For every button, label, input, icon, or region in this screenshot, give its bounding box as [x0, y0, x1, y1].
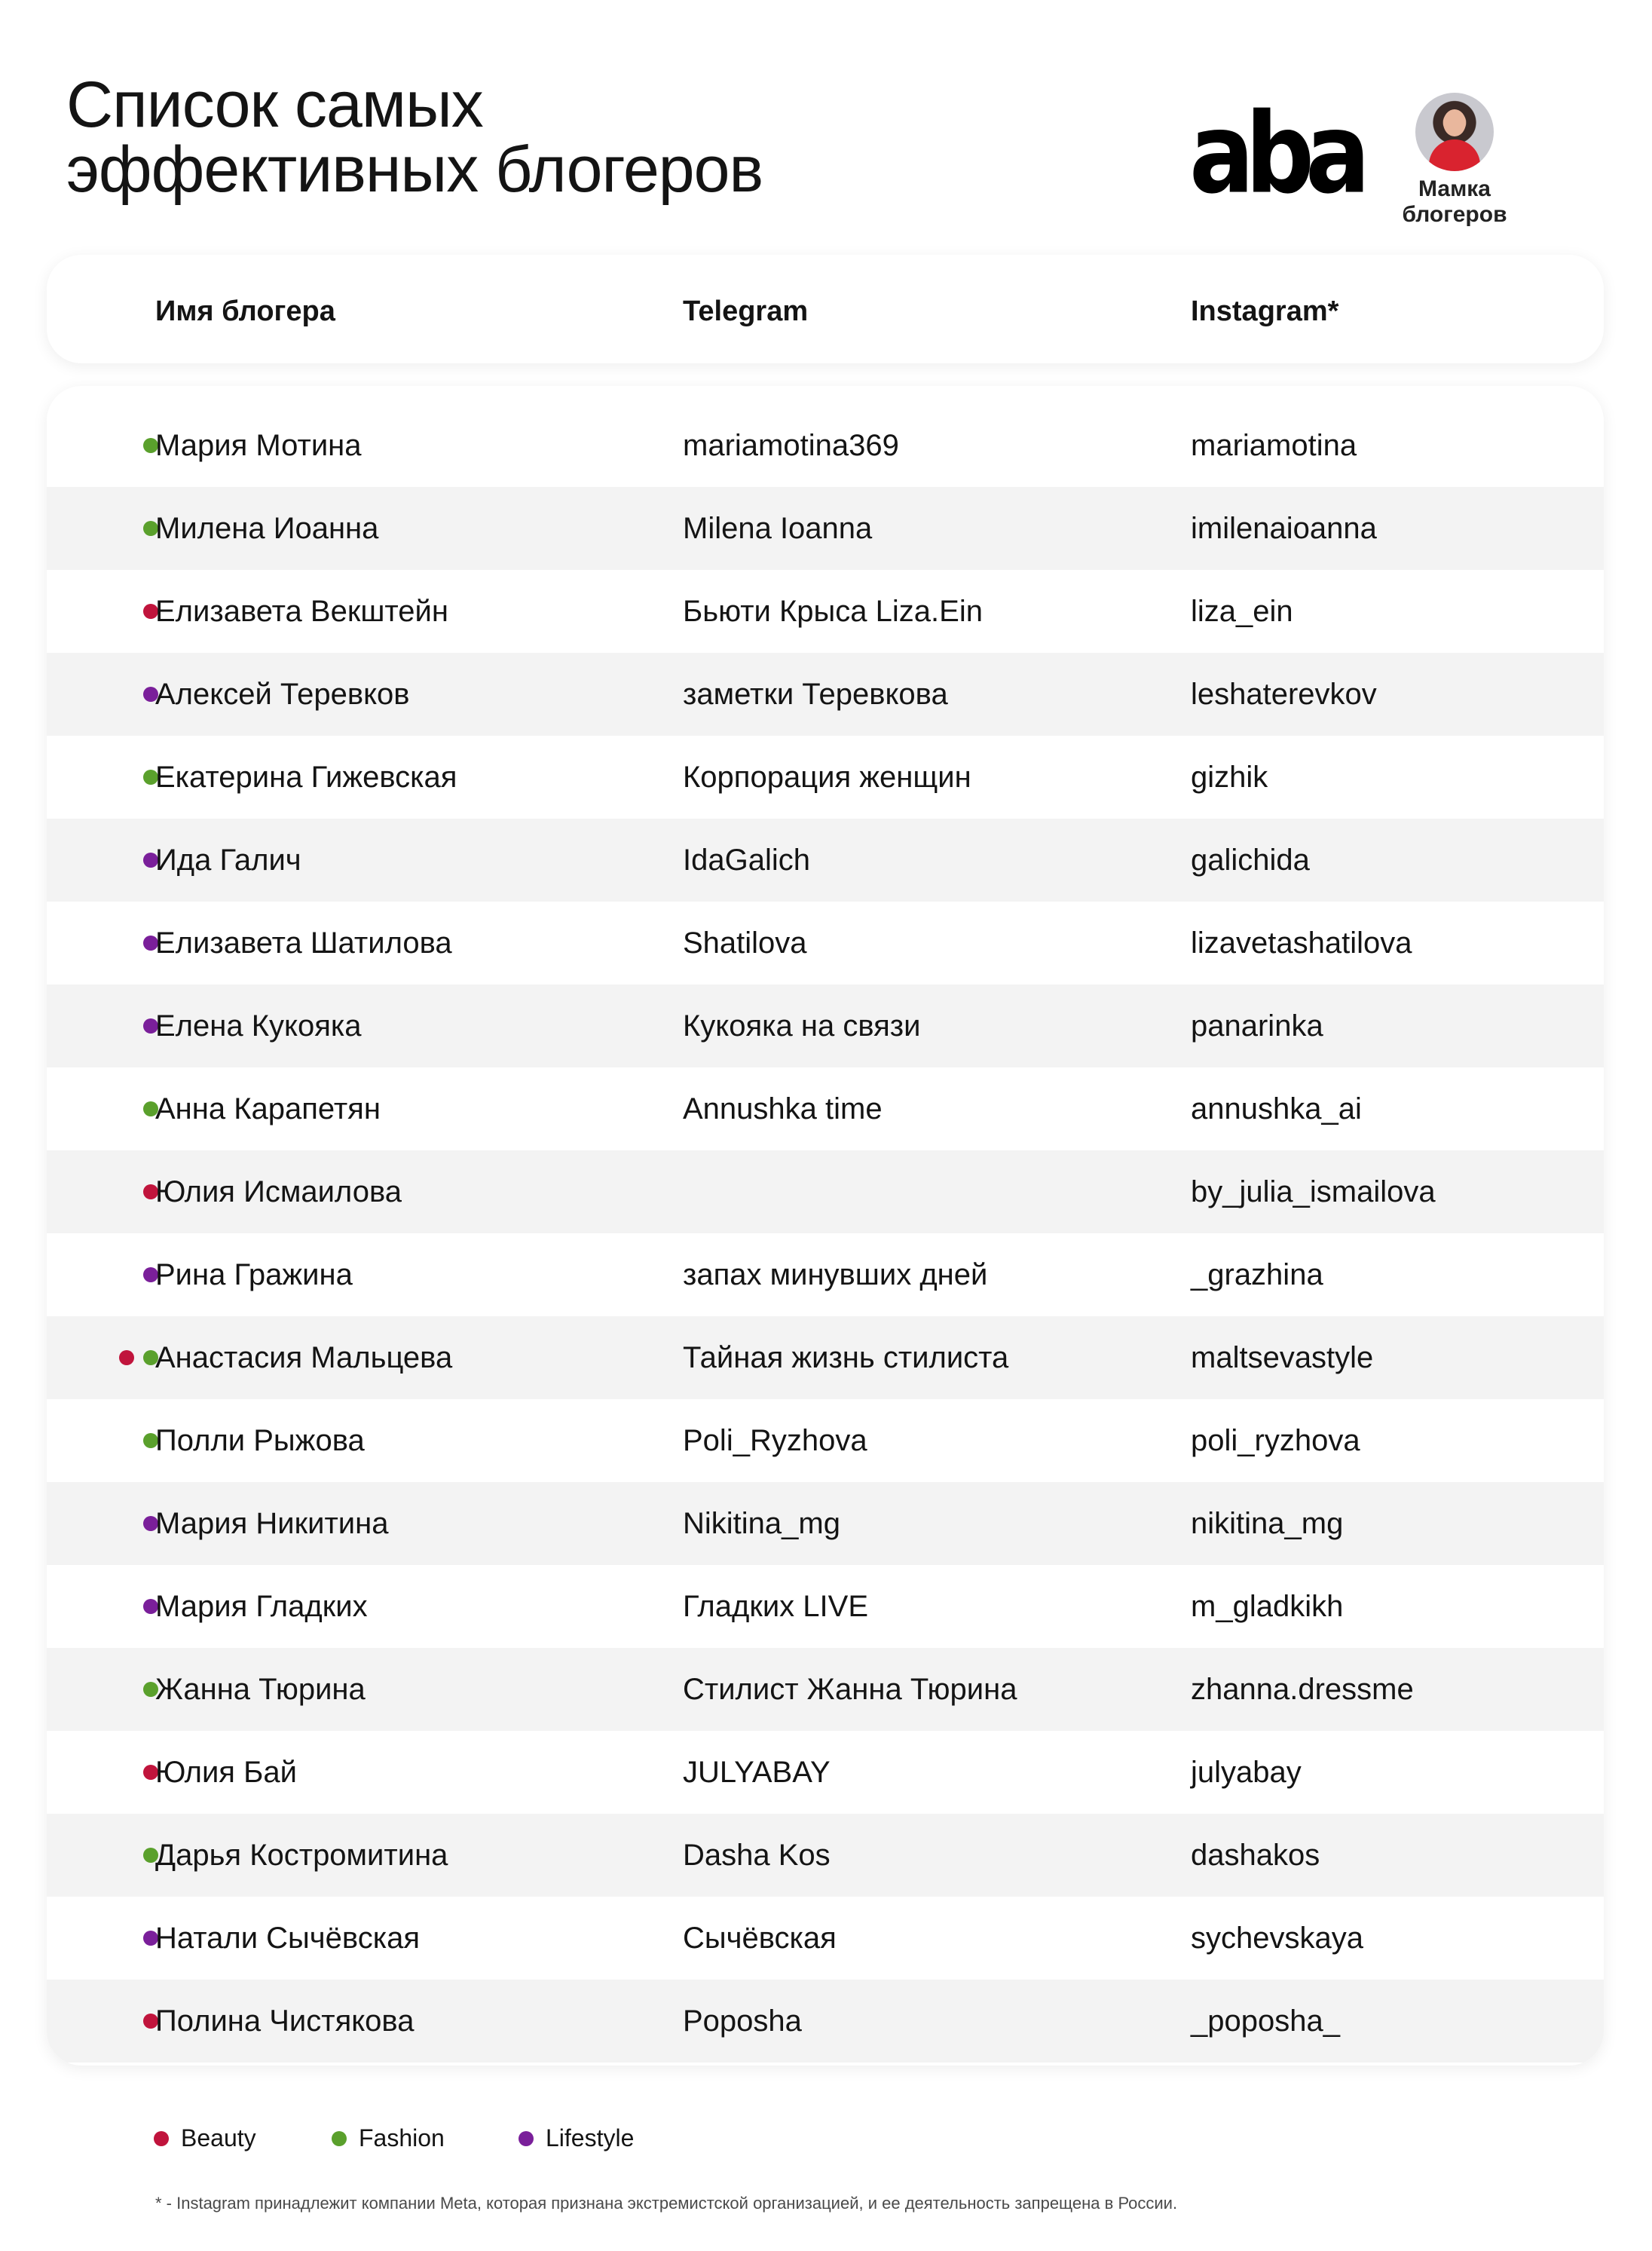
- instagram-handle: m_gladkikh: [1191, 1590, 1344, 1623]
- blogger-name: Жанна Тюрина: [155, 1673, 366, 1706]
- blogger-name: Анастасия Мальцева: [155, 1341, 453, 1374]
- table-row: [47, 902, 1604, 985]
- title-line-2: эффективных блогеров: [66, 133, 763, 206]
- telegram-channel: Nikitina_mg: [683, 1507, 840, 1540]
- page-title: [66, 69, 763, 206]
- instagram-handle: mariamotina: [1191, 429, 1357, 462]
- instagram-handle: leshaterevkov: [1191, 678, 1377, 711]
- legend-label: Beauty: [181, 2124, 256, 2151]
- avatar-body: [1429, 139, 1480, 171]
- table-row: [47, 1482, 1604, 1565]
- table-row: [47, 570, 1604, 653]
- legend-item-fashion: [332, 2124, 445, 2152]
- telegram-channel: Сычёвская: [683, 1922, 837, 1955]
- instagram-handle: by_julia_ismailova: [1191, 1175, 1436, 1208]
- table-row: [47, 1565, 1604, 1648]
- blogger-name: Елизавета Векштейн: [155, 595, 448, 628]
- blogger-name: Натали Сычёвская: [155, 1922, 420, 1955]
- avatar-face: [1443, 109, 1466, 136]
- avatar-caption: Мамка блогеров: [1402, 176, 1507, 227]
- table-row: [47, 1731, 1604, 1814]
- beauty-dot-icon: [154, 2131, 169, 2146]
- telegram-channel: заметки Теревкова: [683, 678, 948, 711]
- blogger-name: Юлия Бай: [155, 1756, 297, 1789]
- telegram-channel: IdaGalich: [683, 844, 810, 877]
- legend-label: Fashion: [359, 2124, 445, 2151]
- blogger-name: Алексей Теревков: [155, 678, 410, 711]
- blogger-name: Мария Гладких: [155, 1590, 368, 1623]
- table-row: [47, 1814, 1604, 1897]
- lifestyle-dot-icon: [519, 2131, 534, 2146]
- blogger-name: Юлия Исмаилова: [155, 1175, 402, 1208]
- blogger-name: Елизавета Шатилова: [155, 926, 452, 960]
- telegram-channel: Shatilova: [683, 926, 807, 960]
- blogger-table: [47, 386, 1604, 2066]
- header-instagram: Instagram*: [1191, 296, 1339, 327]
- blogger-name: Полина Чистякова: [155, 2004, 415, 2038]
- telegram-channel: запах минувших дней: [683, 1258, 988, 1291]
- table-row: [47, 819, 1604, 902]
- table-row: [47, 487, 1604, 570]
- telegram-channel: Кукояка на связи: [683, 1009, 921, 1043]
- instagram-handle: panarinka: [1191, 1009, 1323, 1043]
- fashion-dot-icon: [332, 2131, 347, 2146]
- telegram-channel: Poposha: [683, 2004, 802, 2038]
- instagram-handle: julyabay: [1191, 1756, 1302, 1789]
- telegram-channel: Тайная жизнь стилиста: [683, 1341, 1009, 1374]
- table-row: [47, 1897, 1604, 1980]
- instagram-handle: gizhik: [1191, 761, 1268, 794]
- table-row: [47, 1067, 1604, 1150]
- instagram-handle: liza_ein: [1191, 595, 1293, 628]
- telegram-channel: Annushka time: [683, 1092, 883, 1126]
- blogger-name: Мария Никитина: [155, 1507, 389, 1540]
- instagram-handle: dashakos: [1191, 1839, 1320, 1872]
- blogger-name: Ида Галич: [155, 844, 301, 877]
- table-row: [47, 1980, 1604, 2063]
- table-rows: [47, 404, 1604, 2063]
- blogger-name: Рина Гражина: [155, 1258, 353, 1291]
- table-row: [47, 653, 1604, 736]
- blogger-name: Дарья Костромитина: [155, 1839, 448, 1872]
- table-row: [47, 985, 1604, 1067]
- legend-item-lifestyle: [519, 2124, 634, 2152]
- instagram-handle: poli_ryzhova: [1191, 1424, 1360, 1457]
- telegram-channel: Dasha Kos: [683, 1839, 831, 1872]
- header-telegram: Telegram: [683, 296, 809, 327]
- table-row: [47, 1316, 1604, 1399]
- header-name: Имя блогера: [155, 296, 335, 327]
- telegram-channel: Стилист Жанна Тюрина: [683, 1673, 1017, 1706]
- legend-item-beauty: [154, 2124, 256, 2152]
- instagram-handle: imilenaioanna: [1191, 512, 1377, 545]
- instagram-handle: maltsevastyle: [1191, 1341, 1374, 1374]
- telegram-channel: Гладких LIVE: [683, 1590, 869, 1623]
- blogger-name: Милена Иоанна: [155, 512, 379, 545]
- blogger-name: Полли Рыжова: [155, 1424, 365, 1457]
- instagram-handle: nikitina_mg: [1191, 1507, 1344, 1540]
- blogger-name: Мария Мотина: [155, 429, 362, 462]
- instagram-handle: _grazhina: [1191, 1258, 1323, 1291]
- instagram-handle: annushka_ai: [1191, 1092, 1362, 1126]
- telegram-channel: Бьюти Крыса Liza.Ein: [683, 595, 983, 628]
- table-row: [47, 1648, 1604, 1731]
- instagram-handle: lizavetashatilova: [1191, 926, 1412, 960]
- table-row: [47, 1233, 1604, 1316]
- footnote: * - Instagram принадлежит компании Meta, которая признана экстремистской организацией, и ее деятельность запрещена в России.: [155, 2194, 1178, 2213]
- telegram-channel: Корпорация женщин: [683, 761, 971, 794]
- table-header: [47, 255, 1604, 363]
- instagram-handle: galichida: [1191, 844, 1310, 877]
- instagram-handle: _poposha_: [1191, 2004, 1340, 2038]
- telegram-channel: mariamotina369: [683, 429, 899, 462]
- title-line-1: Список самых: [66, 69, 483, 141]
- table-row: [47, 404, 1604, 487]
- blogger-name: Екатерина Гижевская: [155, 761, 457, 794]
- table-row: [47, 1399, 1604, 1482]
- blogger-name: Анна Карапетян: [155, 1092, 381, 1126]
- telegram-channel: Milena Ioanna: [683, 512, 873, 545]
- blogger-name: Елена Кукояка: [155, 1009, 362, 1043]
- avatar: [1415, 93, 1494, 171]
- table-row: [47, 1150, 1604, 1233]
- telegram-channel: Poli_Ryzhova: [683, 1424, 867, 1457]
- category-dots: [119, 1350, 158, 1365]
- instagram-handle: zhanna.dressme: [1191, 1673, 1414, 1706]
- beauty-dot-icon: [119, 1350, 134, 1365]
- telegram-channel: JULYABAY: [683, 1756, 831, 1789]
- instagram-handle: sychevskaya: [1191, 1922, 1363, 1955]
- table-row: [47, 736, 1604, 819]
- aba-logo: aba: [1189, 89, 1362, 219]
- legend-label: Lifestyle: [546, 2124, 635, 2151]
